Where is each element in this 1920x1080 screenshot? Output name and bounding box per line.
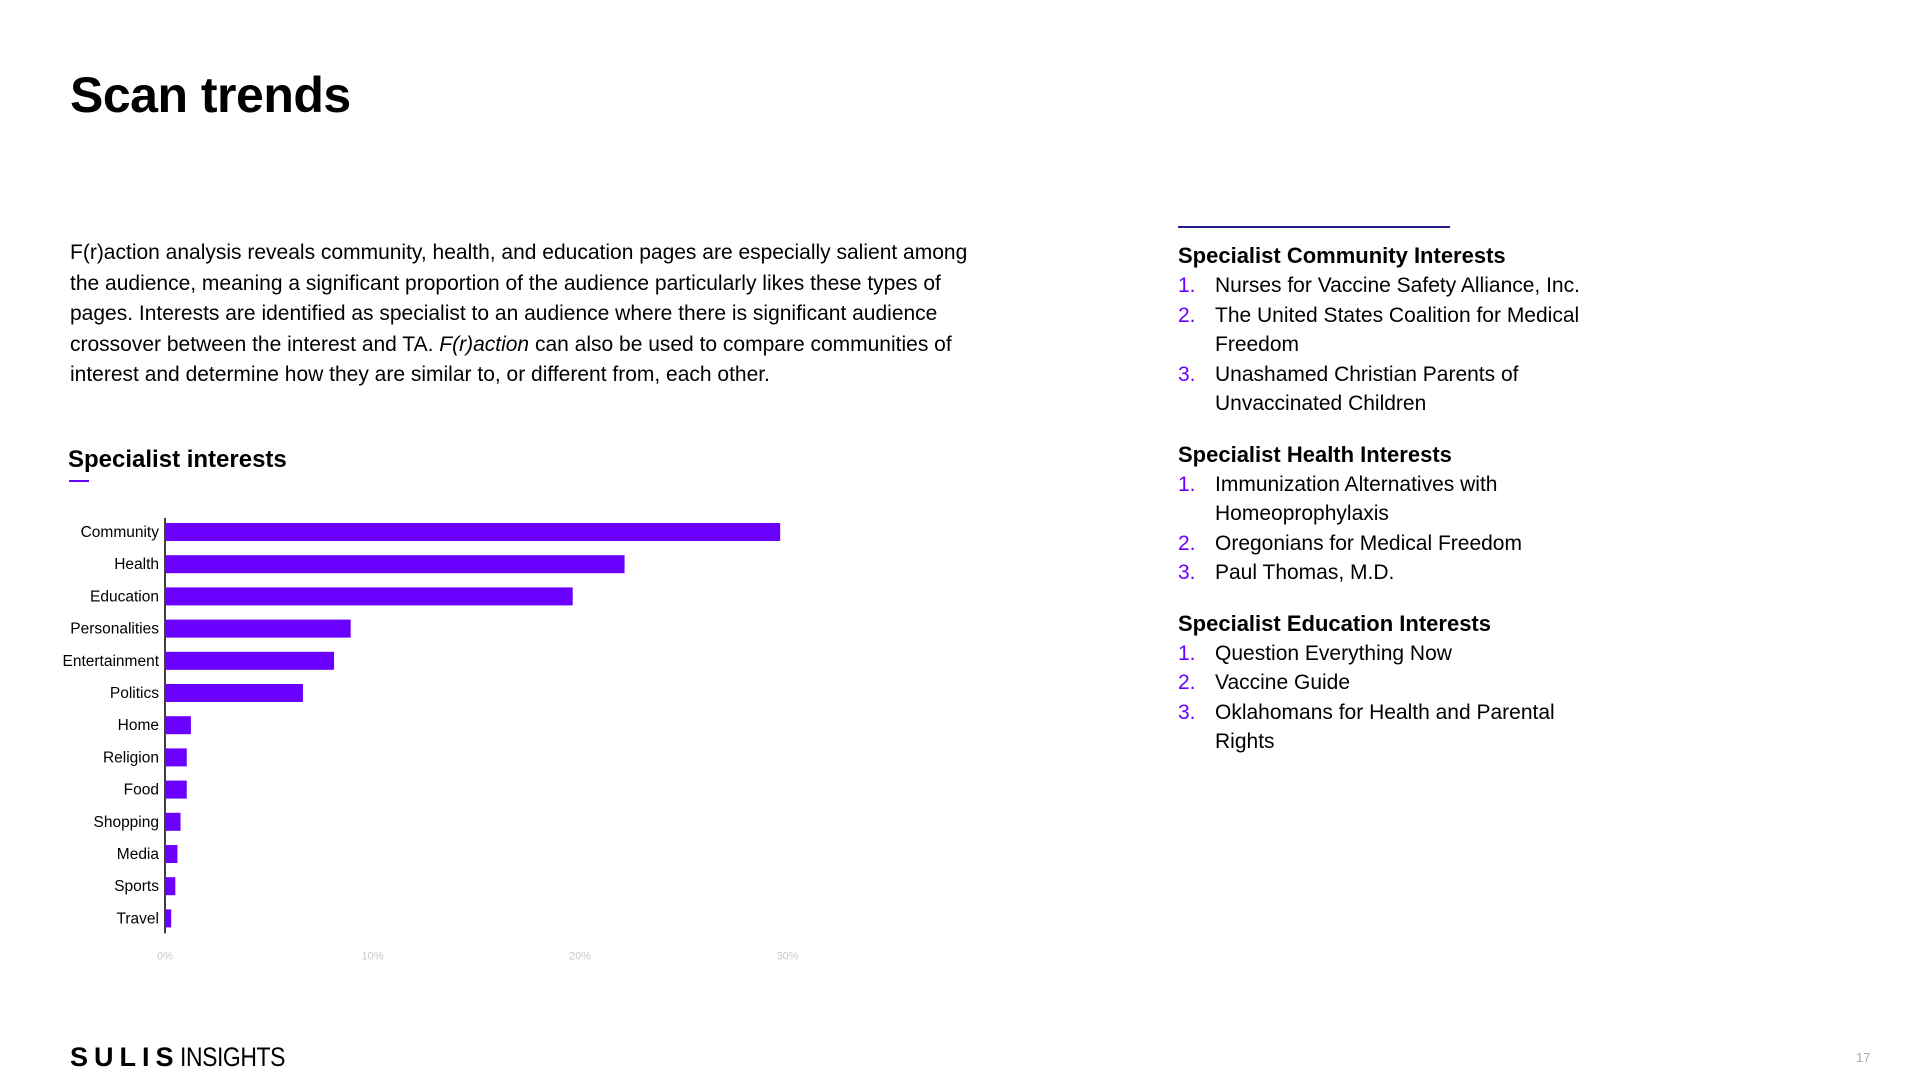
x-tick-label: 30%	[776, 950, 799, 963]
bar-religion	[166, 748, 187, 766]
bar-education	[166, 587, 573, 605]
category-label: Entertainment	[62, 652, 159, 670]
specialist-group-title: Specialist Health Interests	[1178, 441, 1452, 467]
specialist-group	[1178, 241, 1618, 419]
list-item-text: Vaccine Guide	[1215, 671, 1351, 694]
bar-health	[166, 555, 625, 573]
bar-personalities	[166, 620, 351, 638]
category-label: Religion	[102, 749, 159, 767]
list-item-number: 3.	[1178, 700, 1196, 724]
bar-chart	[0, 0, 900, 980]
bar-entertainment	[166, 652, 334, 670]
category-label: Community	[80, 524, 159, 541]
specialist-group	[1178, 440, 1618, 588]
bar-politics	[166, 684, 303, 702]
specialist-group-title: Specialist Education Interests	[1178, 610, 1491, 636]
category-label: Travel	[116, 910, 159, 928]
intro-text-part2: can also be used to compare communities of interest and determine how they are similar to, or different from, each other.	[70, 332, 952, 386]
page-number: 17	[1856, 1050, 1871, 1065]
category-label: Home	[117, 717, 159, 735]
list-item-number: 3.	[1178, 561, 1196, 584]
list-item-text: Unashamed Christian Parents of Unvaccinated Children	[1215, 362, 1519, 415]
list-item	[1178, 271, 1618, 301]
list-item-number: 3.	[1178, 362, 1196, 386]
list-item	[1178, 529, 1618, 559]
brand-logo	[70, 1042, 303, 1073]
list-item	[1178, 301, 1618, 360]
specialist-group	[1178, 609, 1618, 757]
list-item	[1178, 698, 1618, 757]
list-item-number: 2.	[1178, 531, 1196, 555]
list-item-text: Oregonians for Medical Freedom	[1215, 531, 1522, 555]
bar-food	[166, 781, 187, 799]
list-item-number: 2.	[1178, 671, 1196, 694]
list-item	[1178, 558, 1618, 588]
category-label: Food	[123, 781, 159, 799]
category-label: Media	[116, 846, 159, 863]
specialist-interests-panel	[1178, 226, 1618, 778]
category-label: Health	[114, 556, 159, 574]
bar-shopping	[166, 813, 181, 831]
x-tick-label: 10%	[361, 950, 384, 963]
page-title: Scan trends	[70, 67, 351, 123]
category-label: Sports	[114, 878, 159, 896]
list-item	[1178, 639, 1618, 669]
bar-community	[166, 523, 780, 541]
intro-text-part1: F(r)action analysis reveals community, health, and education pages are especially salient among the audience, meaning a significant proportion of the audience particularly likes these types of pages. Interests are identified as specialist to an audience where there is significant audience crossover between the interest and TA.	[70, 241, 968, 356]
list-item-text: Nurses for Vaccine Safety Alliance, Inc.	[1215, 274, 1580, 297]
list-item-text: Immunization Alternatives with Homeoprophylaxis	[1215, 472, 1498, 525]
specialist-groups	[1178, 241, 1618, 757]
list-item	[1178, 668, 1618, 698]
list-item-text: Oklahomans for Health and Parental Rights	[1215, 700, 1555, 753]
x-tick-label: 20%	[568, 950, 592, 963]
bar-travel	[166, 909, 171, 927]
bar-sports	[166, 877, 175, 895]
bar-home	[166, 716, 191, 734]
list-item-text: Paul Thomas, M.D.	[1215, 561, 1395, 584]
list-item-number: 1.	[1178, 472, 1196, 496]
specialist-group-title: Specialist Community Interests	[1178, 243, 1506, 268]
brand-logo-part1: SULIS	[70, 1042, 180, 1072]
panel-divider	[1178, 226, 1450, 228]
chart-heading: Specialist interests	[68, 446, 287, 473]
list-item-number: 1.	[1178, 641, 1196, 665]
specialist-group-list	[1178, 271, 1618, 419]
category-label: Shopping	[93, 813, 159, 831]
bar-media	[166, 845, 177, 863]
list-item-number: 2.	[1178, 303, 1196, 327]
category-label: Politics	[109, 685, 159, 702]
specialist-group-list	[1178, 639, 1618, 757]
x-tick-label: 0%	[157, 950, 173, 963]
list-item-number: 1.	[1178, 274, 1196, 297]
brand-logo-part2: INSIGHTS	[179, 1042, 285, 1072]
list-item-text: The United States Coalition for Medical Freedom	[1215, 303, 1580, 356]
list-item	[1178, 360, 1618, 419]
category-label: Education	[90, 588, 159, 606]
intro-text-italic: F(r)action	[439, 332, 530, 356]
category-label: Personalities	[70, 620, 159, 638]
list-item-text: Question Everything Now	[1215, 641, 1452, 665]
list-item	[1178, 470, 1618, 529]
specialist-group-list	[1178, 470, 1618, 588]
